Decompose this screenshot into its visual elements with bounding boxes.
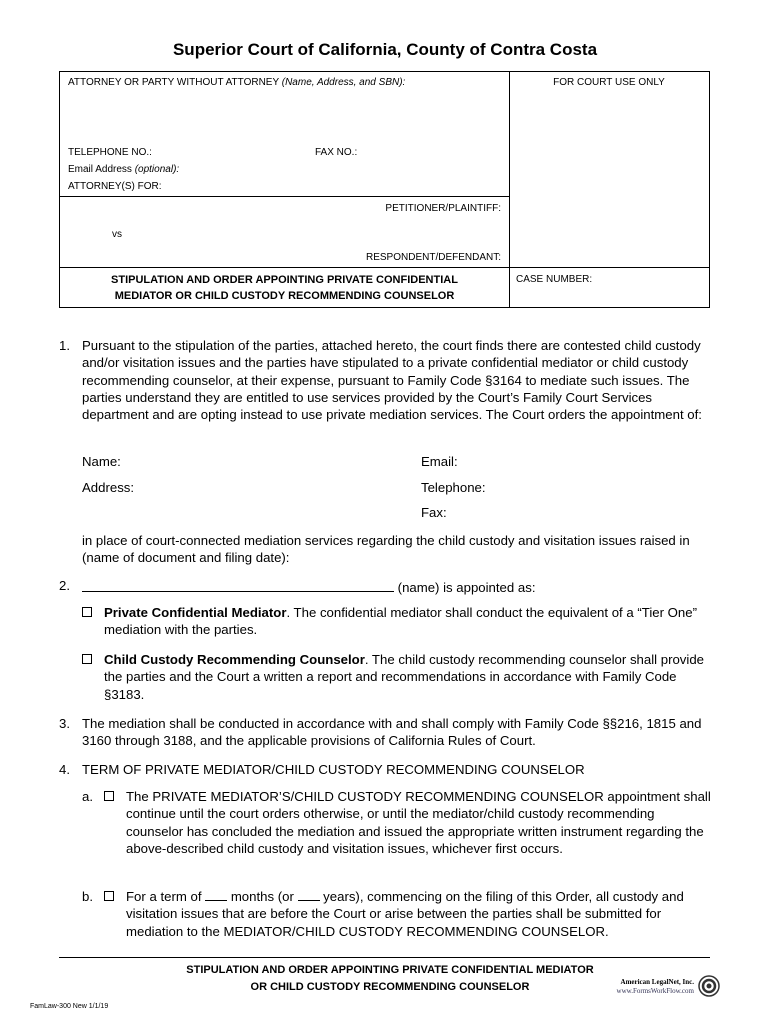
email-label: Email: xyxy=(421,454,458,469)
item-2-line: (name) is appointed as: xyxy=(82,577,714,596)
years-field[interactable] xyxy=(298,888,320,901)
term-b-checkbox[interactable] xyxy=(104,891,114,901)
petitioner-label: PETITIONER/PLAINTIFF: xyxy=(385,203,501,214)
attorneys-for-label: ATTORNEY(S) FOR: xyxy=(68,181,162,192)
email-label: Email Address (optional): xyxy=(68,164,180,175)
item-4a-text: The PRIVATE MEDIATOR’S/CHILD CUSTODY RECOMMENDING COUNSELOR appointment shall continue until the court orders otherwise, or until the mediator/child custody recommending counselor has concluded the mediation and issued the appropriate written instrument regarding the above-described child custody and visitation issues, whichever first occurs. xyxy=(126,789,711,856)
term-b-checkbox-wrap xyxy=(104,888,120,905)
term-a-checkbox-wrap xyxy=(104,788,120,805)
sub-item-label: a. xyxy=(82,789,93,804)
item-number: 4. xyxy=(59,762,70,777)
name-label: Name: xyxy=(82,454,121,469)
address-label: Address: xyxy=(82,480,135,495)
item-4b-text: For a term of months (or years), commencing on the filing of this Order, all custody and visitation issues that are before the Court or arise between the parties shall be submitted for mediation to the MEDIATOR/CHILD CUSTODY RECOMMENDING COUNSELOR. xyxy=(126,889,684,939)
appointee-name-field[interactable] xyxy=(82,577,394,592)
item-1-continuation: in place of court-connected mediation services regarding the child custody and visitation issues raised in (name of document and filing date): xyxy=(82,533,690,566)
sub-item-label: b. xyxy=(82,889,93,904)
caption-box xyxy=(59,71,710,308)
mediator-checkbox[interactable] xyxy=(82,607,92,617)
caption-rule xyxy=(509,267,709,268)
telephone-label: TELEPHONE NO.: xyxy=(68,147,152,158)
caption-divider xyxy=(509,72,510,307)
publisher-logo-icon xyxy=(698,975,720,997)
respondent-label: RESPONDENT/DEFENDANT: xyxy=(365,252,501,263)
fax-label: Fax: xyxy=(421,505,447,520)
counselor-checkbox[interactable] xyxy=(82,654,92,664)
item-number: 2. xyxy=(59,578,70,593)
vs-label: vs xyxy=(112,229,122,240)
item-number: 1. xyxy=(59,338,70,353)
fax-label: FAX NO.: xyxy=(315,147,358,158)
form-id: FamLaw-300 New 1/1/19 xyxy=(30,1003,109,1010)
item-3-text: The mediation shall be conducted in accordance with and shall comply with Family Code §§216, 1815 and 3160 through 3188, and the applicable provisions of California Rules of Court. xyxy=(82,716,702,749)
caption-rule xyxy=(60,196,509,197)
item-4-heading: TERM OF PRIVATE MEDIATOR/CHILD CUSTODY RECOMMENDING COUNSELOR xyxy=(82,762,585,777)
footer-rule xyxy=(59,957,710,958)
case-number-label: CASE NUMBER: xyxy=(516,274,593,285)
attorney-label: ATTORNEY OR PARTY WITHOUT ATTORNEY (Name, Address, and SBN): xyxy=(68,77,406,88)
court-title: Superior Court of California, County of Contra Costa xyxy=(172,40,598,59)
document-title: STIPULATION AND ORDER APPOINTING PRIVATE CONFIDENTIAL MEDIATOR OR CHILD CUSTODY RECOMMENDING COUNSELOR xyxy=(111,274,458,302)
caption-rule xyxy=(60,267,509,268)
court-use-label: FOR COURT USE ONLY xyxy=(553,77,665,88)
option-counselor: Child Custody Recommending Counselor. The child custody recommending counselor shall provide the parties and the Court a written a report and recommendations in accordance with Family Code §3183. xyxy=(82,651,714,703)
footer-title: STIPULATION AND ORDER APPOINTING PRIVATE CONFIDENTIAL MEDIATOR OR CHILD CUSTODY RECOMMENDING COUNSELOR xyxy=(186,964,594,993)
option-mediator: Private Confidential Mediator. The confidential mediator shall conduct the equivalent of a “Tier One” mediation with the parties. xyxy=(82,604,714,639)
term-a-checkbox[interactable] xyxy=(104,791,114,801)
item-number: 3. xyxy=(59,716,70,731)
months-field[interactable] xyxy=(205,888,227,901)
publisher-block: American LegalNet, Inc. www.FormsWorkFlow.com xyxy=(616,978,694,995)
telephone-label: Telephone: xyxy=(421,480,486,495)
item-1-text: Pursuant to the stipulation of the parties, attached hereto, the court finds there are contested child custody and/or visitation issues and the parties have stipulated to a private confidential mediator or child custody recommending counselor, at their expense, pursuant to Family Code §3164 to mediate such issues. The parties understand they are entitled to use services provided by the Court’s Family Court Services department and are opting instead to use private mediation services. The Court orders the appointment of: xyxy=(82,338,702,423)
